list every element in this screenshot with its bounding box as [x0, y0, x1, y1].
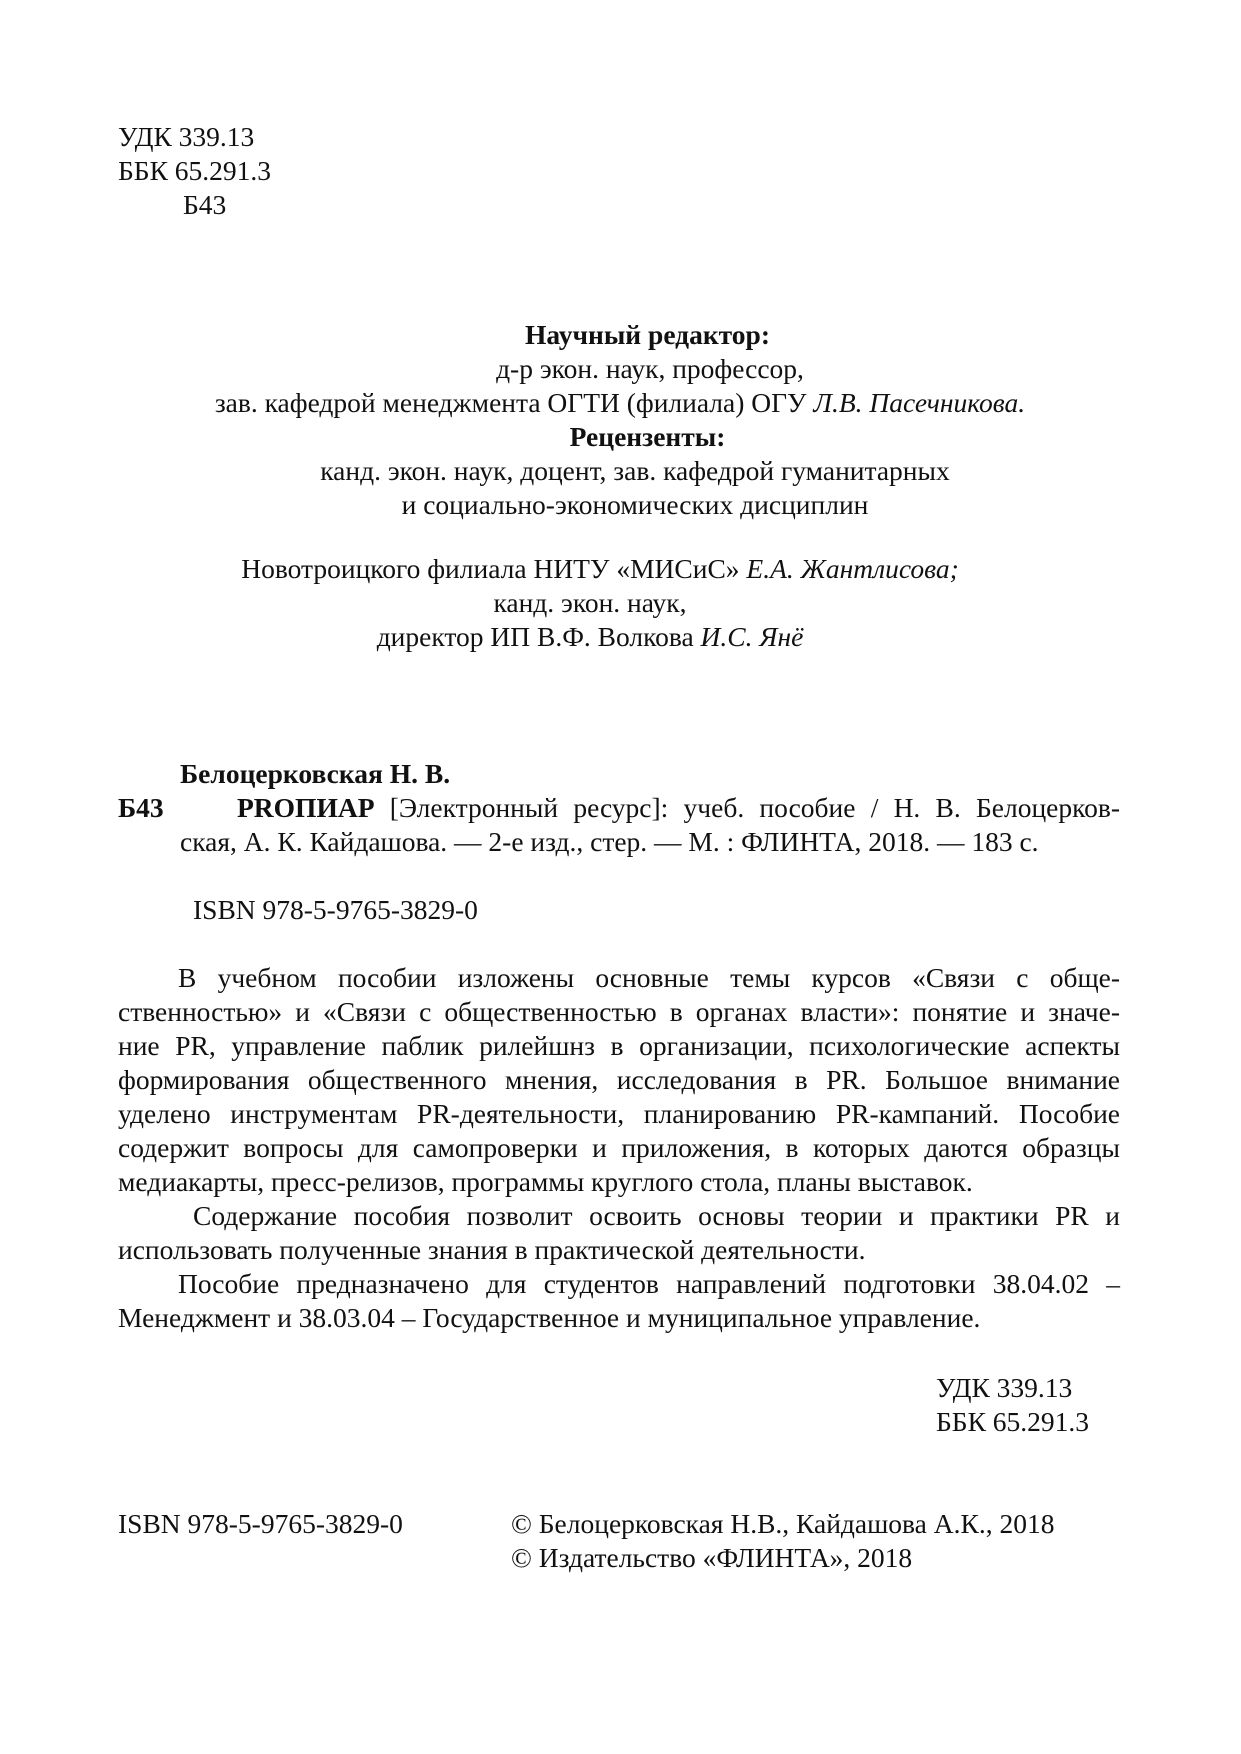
bib-author: Белоцерковская Н. В. [180, 758, 451, 789]
reviewer2-position: директор ИП В.Ф. Волкова [376, 621, 701, 652]
reviewers-heading: Рецензенты: [569, 421, 726, 452]
sci-editor-position: зав. кафедрой менеджмента ОГТИ (филиала) ОГУ [214, 387, 814, 418]
reviewer1-affiliation: Новотроицкого филиала НИТУ «МИСиС» [241, 553, 747, 584]
abstract-p1-l1: В учебном пособии изложены основные темы курсов «Связи с обще- [178, 962, 1120, 993]
copyright-authors: © Белоцерковская Н.В., Кайдашова А.К., 2018 [511, 1508, 1055, 1539]
bib-line1 [237, 791, 1120, 825]
editors-block [120, 318, 1120, 654]
bib-title: PROПИАР [237, 792, 375, 823]
abstract-p1-l2: ственностью» и «Связи с общественностью в органах власти»: понятие и значе- [118, 996, 1120, 1027]
reviewer1-line3 [120, 552, 1120, 586]
bib-desc-line1: [Электронный ресурс]: учеб. пособие / Н. В. Белоцерков- [389, 792, 1120, 823]
abstract-p1-l7: медиакарты, пресс-релизов, программы круглого стола, планы выставок. [118, 1166, 973, 1197]
bib-mark: Б43 [118, 792, 164, 823]
author-mark-top: Б43 [183, 189, 227, 220]
bib-desc-line2: ская, А. К. Кайдашова. — 2-е изд., стер. — М. : ФЛИНТА, 2018. — 183 с. [180, 826, 1039, 857]
copyright-publisher: © Издательство «ФЛИНТА», 2018 [511, 1542, 913, 1573]
sci-editor-line1: д-р экон. наук, профессор, [496, 353, 804, 384]
abstract-p3-l1: Пособие предназначено для студентов направлений подготовки 38.04.02 – [178, 1268, 1120, 1299]
reviewer1-line2: и социально-экономических дисциплин [401, 489, 869, 520]
reviewer1-name: Е.А. Жантлисова; [746, 553, 959, 584]
sci-editor-heading: Научный редактор: [524, 319, 771, 350]
abstract-p1-l5: уделено инструментам PR-деятельности, планированию PR-кампаний. Пособие [118, 1098, 1120, 1129]
reviewer2-line2 [120, 620, 1120, 654]
udk-top: УДК 339.13 [118, 121, 255, 152]
abstract [118, 961, 1120, 1335]
abstract-p1-l6: содержит вопросы для самопроверки и приложения, в которых даются образцы [118, 1132, 1120, 1163]
sci-editor-line2 [120, 386, 1120, 420]
abstract-p1-l4: формирования общественного мнения, исследования в PR. Большое внимание [118, 1064, 1120, 1095]
reviewer1-line1: канд. экон. наук, доцент, зав. кафедрой гуманитарных [320, 455, 950, 486]
bbk-bottom: ББК 65.291.3 [936, 1406, 1090, 1437]
copyright-isbn: ISBN 978-5-9765-3829-0 [118, 1508, 403, 1539]
abstract-p1-l3: ние PR, управление паблик рилейшнз в организации, психологические аспекты [118, 1030, 1120, 1061]
reviewer-spacer [120, 522, 1120, 552]
abstract-p2-l2: использовать полученные знания в практической деятельности. [118, 1234, 866, 1265]
abstract-p2-l1: Содержание пособия позволит освоить основы теории и практики PR и [193, 1200, 1120, 1231]
sci-editor-name: Л.В. Пасечникова. [813, 387, 1026, 418]
abstract-p3-l2: Менеджмент и 38.03.04 – Государственное и муниципальное управление. [118, 1302, 981, 1333]
reviewer2-line1: канд. экон. наук, [493, 587, 687, 618]
bbk-top: ББК 65.291.3 [118, 155, 272, 186]
bib-isbn: ISBN 978-5-9765-3829-0 [193, 894, 478, 925]
udk-bottom: УДК 339.13 [936, 1372, 1073, 1403]
reviewer2-name: И.С. Янё [700, 621, 804, 652]
